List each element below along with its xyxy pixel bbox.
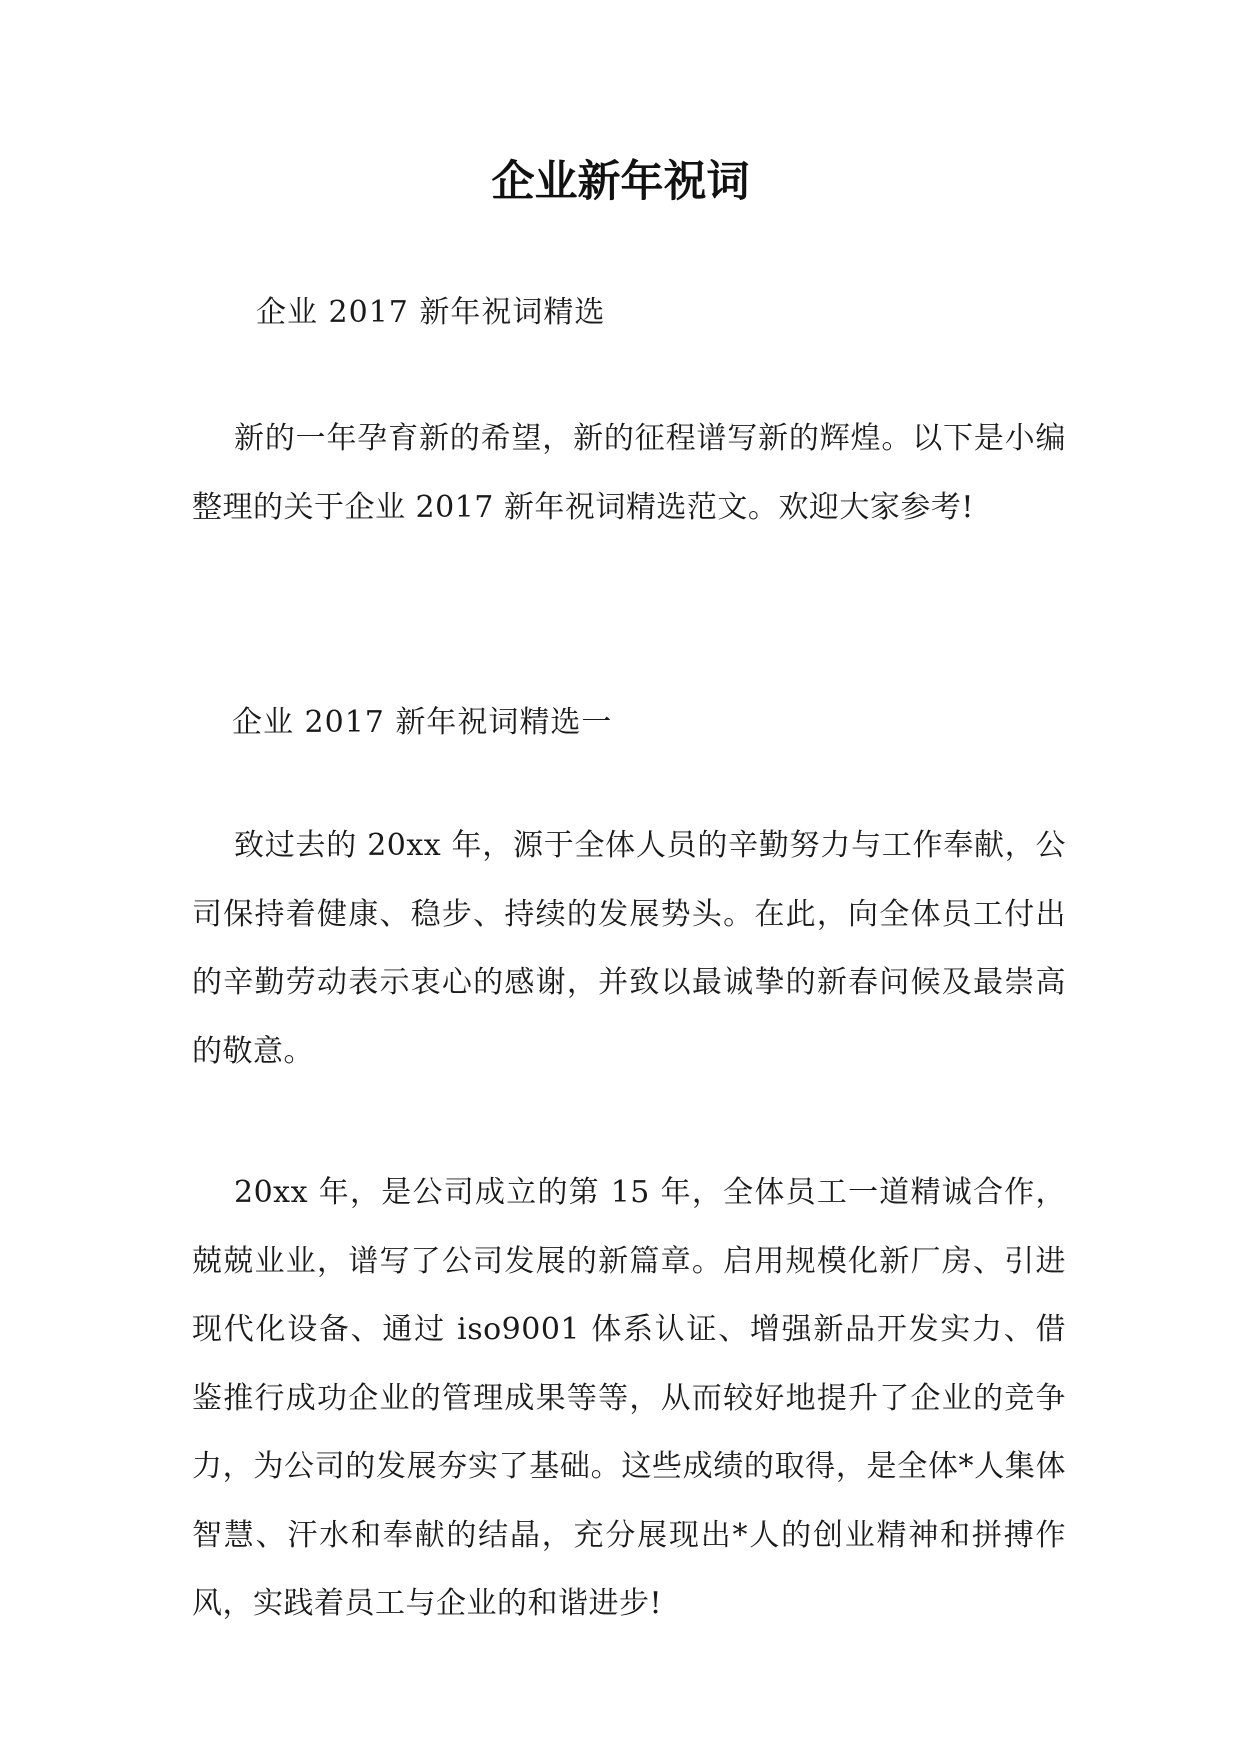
intro-paragraph: 新的一年孕育新的希望，新的征程谱写新的辉煌。以下是小编整理的关于企业 2017 新年祝词精选范文。欢迎大家参考!	[192, 421, 1066, 525]
section-heading: 企业 2017 新年祝词精选一	[232, 705, 613, 740]
page-title: 企业新年祝词	[491, 157, 750, 207]
document-subtitle: 企业 2017 新年祝词精选	[256, 295, 606, 330]
body-paragraph-2: 20xx 年，是公司成立的第 15 年，全体员工一道精诚合作，兢兢业业，谱写了公司发展的新篇章。启用规模化新厂房、引进现代化设备、通过 iso9001 体系认证、增强新品开发实力、借鉴推行成功企业的管理成果等等，从而较好地提升了企业的竞争力，为公司的发展夯实了基础。这些成绩的取得，是全体*人集体智慧、汗水和奉献的结晶，充分展现出*人的创业精神和拼搏作风，实践着员工与企业的和谐进步!	[192, 1175, 1066, 1621]
body-paragraph-1: 致过去的 20xx 年，源于全体人员的辛勤努力与工作奉献，公司保持着健康、稳步、持续的发展势头。在此，向全体员工付出的辛勤劳动表示衷心的感谢，并致以最诚挚的新春问候及最崇高的敬意。	[192, 828, 1066, 1069]
